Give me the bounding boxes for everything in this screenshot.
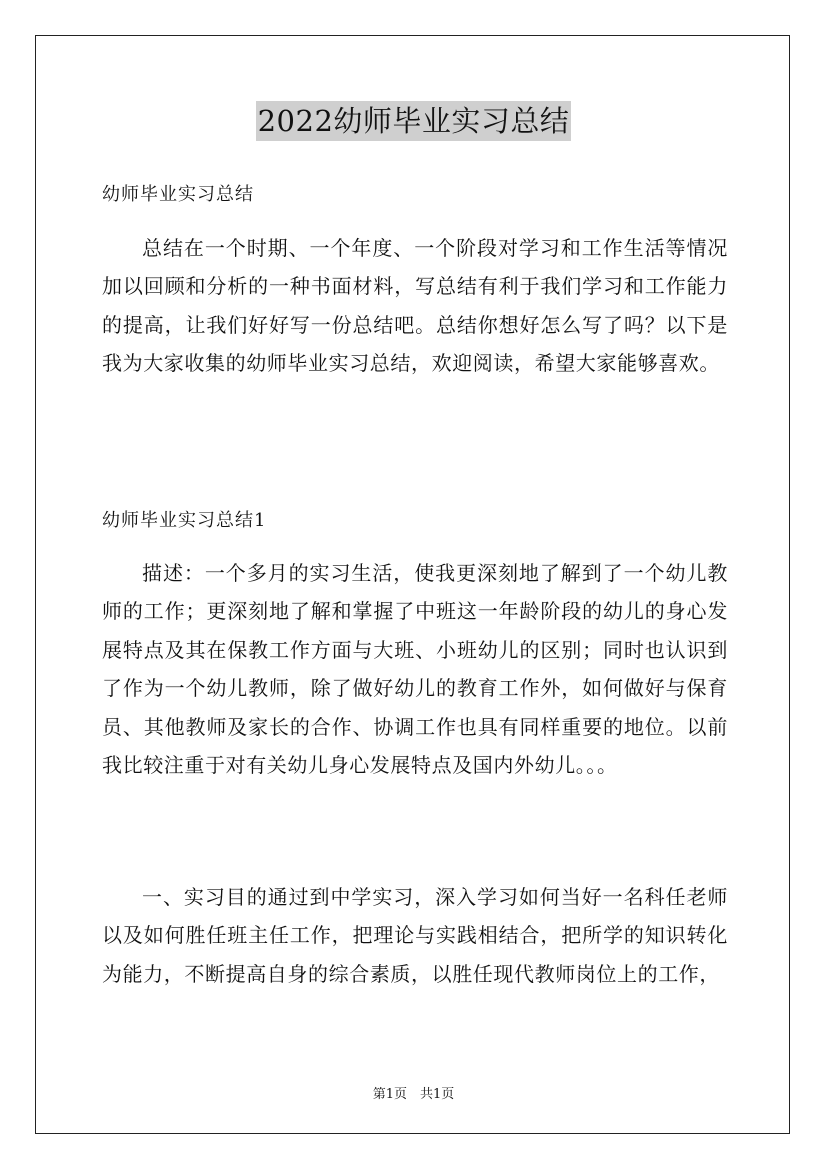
section-heading-1: 幼师毕业实习总结1: [102, 510, 267, 531]
page-footer: 第1页 共1页: [372, 1087, 455, 1102]
section-heading-intro: 幼师毕业实习总结: [102, 184, 254, 205]
section1-paragraph-1: 描述：一个多月的实习生活，使我更深刻地了解到了一个幼儿教师的工作；更深刻地了解和掌握了中班这一年龄阶段的幼儿的身心发展特点及其在保教工作方面与大班、小班幼儿的区别；同时也认识到了作为一个幼儿教师，除了做好幼儿的教育工作外，如何做好与保育员、其他教师及家长的合作、协调工作也具有同样重要的地位。以前我比较注重于对有关幼儿身心发展特点及国内外幼儿。。。: [102, 561, 728, 778]
intro-paragraph: 总结在一个时期、一个年度、一个阶段对学习和工作生活等情况加以回顾和分析的一种书面材料，写总结有利于我们学习和工作能力的提高，让我们好好写一份总结吧。总结你想好怎么写了吗？以下是我为大家收集的幼师毕业实习总结，欢迎阅读，希望大家能够喜欢。: [102, 236, 728, 376]
section1-paragraph-2: 一、实习目的通过到中学实习，深入学习如何当好一名科任老师以及如何胜任班主任工作，把理论与实践相结合，把所学的知识转化为能力，不断提高自身的综合素质，以胜任现代教师岗位上的工作，: [102, 885, 728, 986]
document-title: 2022幼师毕业实习总结: [256, 101, 572, 141]
title-container: [0, 101, 827, 141]
